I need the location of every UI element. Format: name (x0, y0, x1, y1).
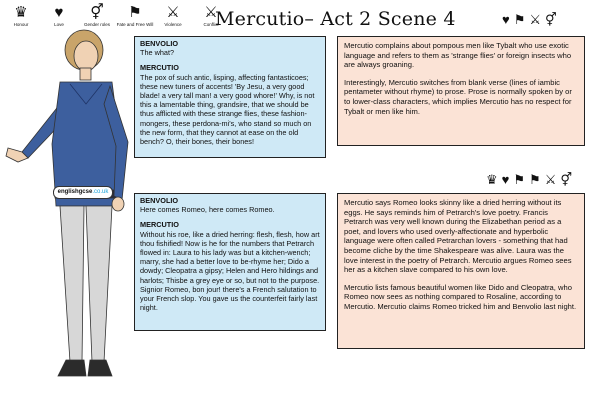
signpost-icon: ⚑ (513, 172, 526, 187)
signpost-icon: ⚑ (513, 12, 526, 27)
mid-theme-icons (486, 172, 572, 187)
analysis-paragraph: Mercutio lists famous beautiful women like Dido and Cleopatra, who Romeo now sees as nothing compared to Rosaline, according to Mercutio. Mercutio claims Romeo tricked him and Benvolio last night. (344, 282, 577, 311)
quote-line: The what? (140, 48, 175, 58)
site-badge: englishgcse.co.uk (53, 186, 113, 199)
speaker-benvolio: BENVOLIO (140, 196, 179, 205)
gender-icon: ⚥ (90, 4, 104, 21)
speaker-benvolio: BENVOLIO (140, 39, 179, 48)
analysis-box-2 (337, 193, 585, 349)
legend-label: Violence (164, 22, 182, 27)
speaker-mercutio: MERCUTIO (140, 220, 179, 230)
gender-icon: ⚥ (560, 172, 573, 187)
quote-line: Here comes Romeo, here comes Romeo. (140, 205, 275, 215)
legend-label: Fate and Free Will (116, 22, 154, 27)
signpost-icon: ⚑ (128, 4, 142, 21)
speaker-mercutio: MERCUTIO (140, 63, 179, 73)
gender-icon: ⚥ (545, 12, 557, 27)
legend-label: Honour (13, 22, 29, 27)
fighters-icon: ⚔ (544, 172, 557, 187)
heart-icon: ♥ (501, 172, 510, 187)
sword-icon: ⚔ (166, 4, 180, 21)
legend-label: Love (54, 22, 64, 27)
analysis-paragraph: Mercutio says Romeo looks skinny like a dried herring without its eggs. He says reminds him of Petrarch's love poetry. Francis Petrarch was very well known during the Elizabethan period as a poet, and lovers who used overly-affectionate and hyperbolic language were often called Petrarchan lovers - something that had become cliche by the time Shakespeare was alive. Laura was the love interest in the poetry of Petrarch. Mercutio argues Romeo sees her as a kitchen slave compared to his own love. (344, 198, 572, 275)
top-theme-icons (502, 12, 557, 27)
quote-line: Without his roe, like a dried herring: flesh, flesh, how art thou fishified! Now is he for the numbers that Petrarch flowed in: Laura to his lady was but a kitchen-wench; marry, she had a better love to be-rhyme her; Dido a dowdy; Cleopatra a gipsy; Helen and Hero hildings and harlots; Thisbe a grey eye or so, but not to the purpose. Signior Romeo, bon jour! there's a French salutation to your French slop. You gave us the counterfeit fairly last night. (140, 229, 320, 313)
heart-icon: ♥ (54, 4, 64, 21)
crown-icon: ♛ (486, 172, 498, 187)
legend-violence (154, 4, 192, 28)
quote-box-1 (134, 36, 326, 158)
signpost-icon: ⚑ (529, 172, 541, 187)
quote-line: The pox of such antic, lisping, affecting fantasticoes; these new tuners of accents! 'By Jesu, a very good blade! a very tall man! a very good whore!' Why, is not this a lamentable thing, grandsire, that we should be thus afflicted with these strange flies, these fashion-mongers, these perdona-mi's, who stand so much on the new form, that they cannot at ease on the old bench? O, their bones, their bones! (140, 72, 315, 147)
fighters-icon: ⚔ (204, 4, 218, 21)
crown-icon: ♛ (14, 4, 28, 21)
analysis-paragraph: Mercutio complains about pompous men like Tybalt who use exotic language and refers to them as 'strange flies' or foreign insects who are always groaning. (344, 41, 572, 70)
legend-label: Gender roles (83, 22, 110, 27)
quote-box-2 (134, 193, 326, 331)
legend-label: Conflict (203, 22, 219, 27)
fighters-icon: ⚔ (529, 12, 542, 27)
heart-icon: ♥ (502, 12, 510, 27)
page-title: Mercutio– Act 2 Scene 4 (215, 8, 456, 30)
analysis-box-1 (337, 36, 585, 146)
analysis-paragraph: Interestingly, Mercutio switches from blank verse (lines of iambic pentameter without rhyme) to prose. Prose is normally spoken by or to lower-class characters, which implies Mercutio has no respect for Tybalt or men like him. (344, 77, 572, 116)
mercutio-illustration (0, 24, 135, 412)
